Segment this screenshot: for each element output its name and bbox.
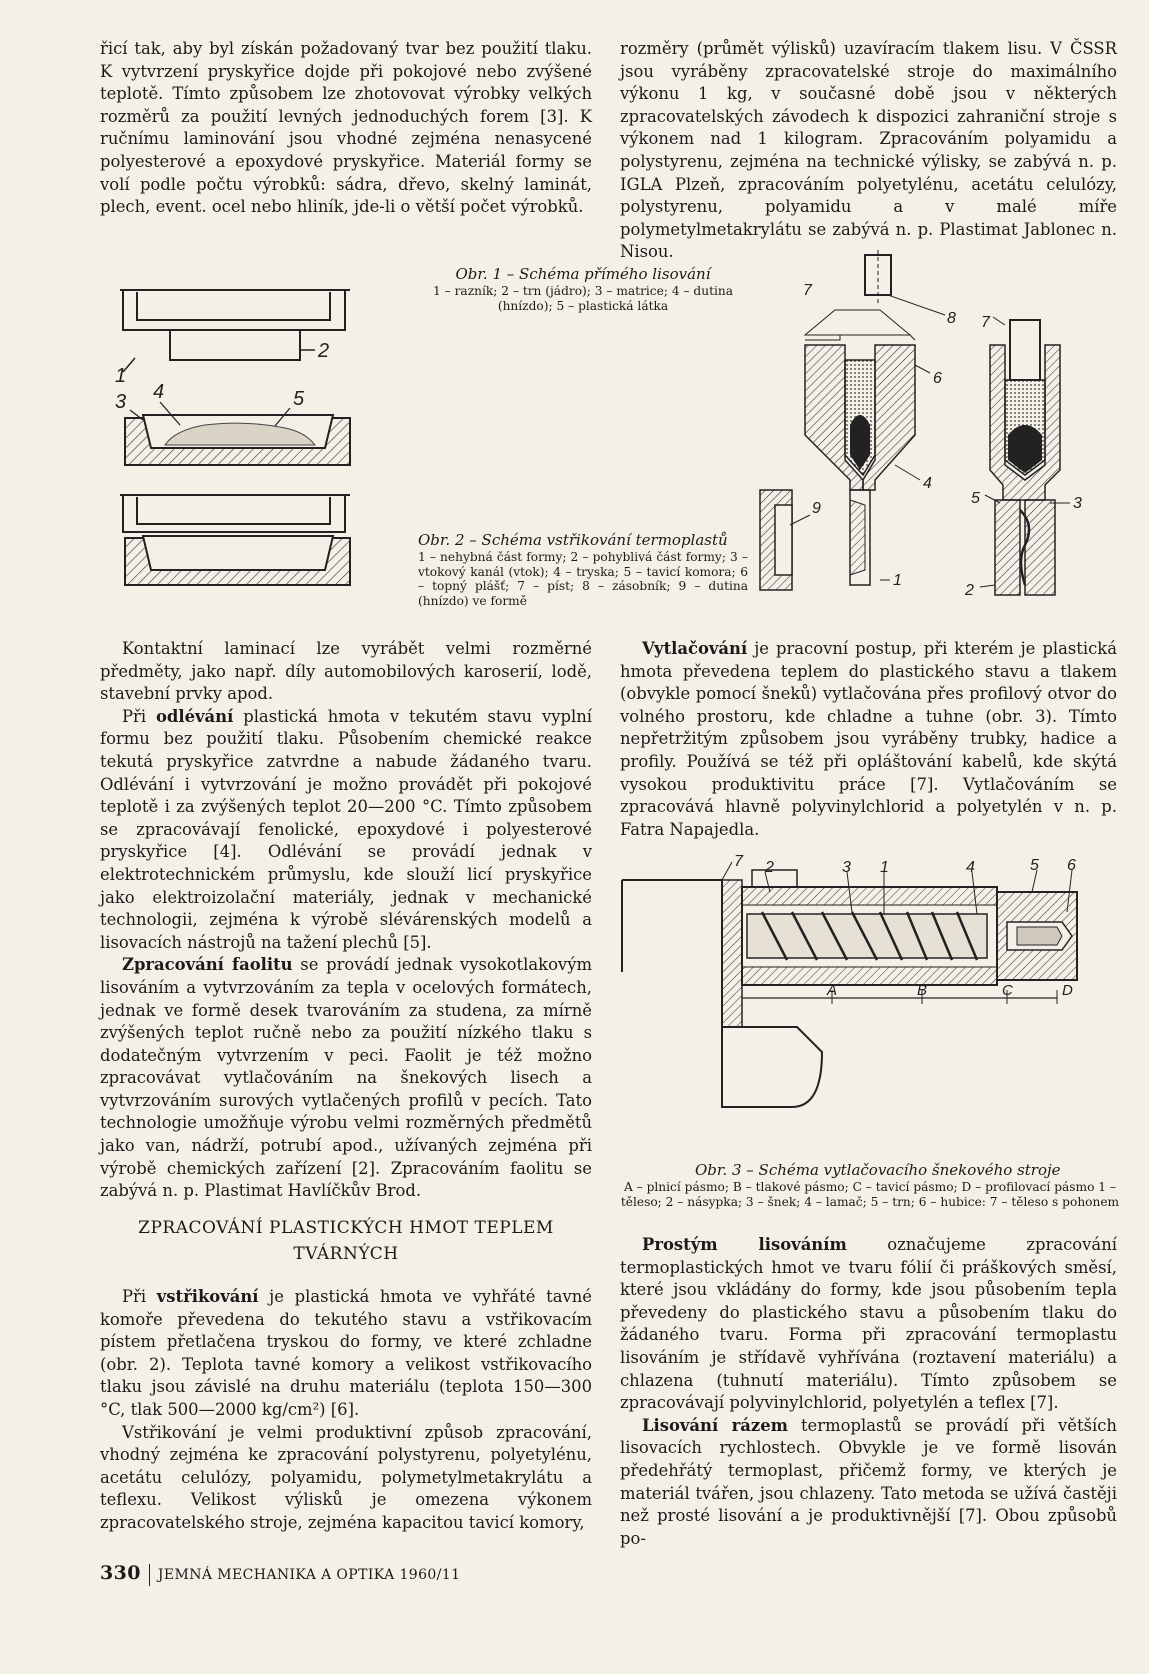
fig3-label-1: 1	[880, 859, 889, 876]
paragraph-injection-capacity: rozměry (průmět výlisků) uzavíracím tlakem lisu. V ČSSR jsou vyráběny zpracovatelské stroje do maximálního výkonu 1 kg, v současné době jsou v některých zpracovatelských závodech k dispozici zahraniční stroje s výkonem nad 1 kilogram. Zpracováním polyamidu a polystyrenu, zejména na technické výlisky, se zabývá n. p. IGLA Plzeň, zpracováním polyetylénu, acetátu celulózy, polystyrenu, polyamidu a v malé míře polymetylmetakrylátu se zabývá n. p. Plastimat Jablonec n. Nisou.	[620, 39, 1117, 262]
fig3-label-7: 7	[734, 853, 743, 870]
fig1-label-3: 3	[115, 391, 127, 413]
figure-2-legend: 1 – nehybná část formy; 2 – pohyblivá část formy; 3 – vtokový kanál (vtok); 4 – tryska; 5 – tavicí komora; 6 – topný plášť; 7 – píst; 8 – zásobník; 9 – dutina (hnízdo) ve formě	[418, 550, 748, 608]
fig3-label-D: D	[1062, 982, 1073, 999]
fig2-label-1: 1	[893, 572, 902, 589]
footer-separator	[149, 1564, 150, 1586]
figure-3-title: Obr. 3 – Schéma vytlačovacího šnekového stroje	[695, 1161, 1061, 1179]
figure-3-legend: A – plnicí pásmo; B – tlakové pásmo; C – tavicí pásmo; D – profilovací pásmo 1 – těleso; 2 – násypka; 3 – šnek; 4 – lamač; 5 – trn; 6 – hubice: 7 – těleso s pohonem	[620, 1180, 1120, 1209]
figure-1-compression-mold	[115, 280, 375, 620]
right-column-compression	[620, 1234, 1117, 1550]
fig1-label-5: 5	[293, 388, 305, 410]
paragraph-casting: Při odlévání plastická hmota v tekutém stavu vyplní formu bez použití tlaku. Působením chemické reakce tekutá pryskyřice zatvrdne a nabude žádaného tvaru. Odlévání i vytvrzování je možno provádět při pokojové teplotě i za zvýšených teplot 20—200 °C. Tímto způsobem se zpracovávají fenolické, epoxydové i polyesterové pryskyřice [4]. Odlévání se provádí jednak v elektrotechnickém průmyslu, kde slouží licí pryskyřice jako elektroizolační materiály, jednak v mechanické technologii, zejména k výrobě slévárenských modelů a lisovacích nástrojů na tažení plechů [5].	[100, 706, 592, 952]
paragraph-simple-compression: Prostým lisováním označujeme zpracování termoplastických hmot ve tvaru fólií či práškových směsí, které jsou vkládány do formy, kde jsou působením tepla převedeny do plastického stavu a působením tlaku do žádaného tvaru. Forma při zpracování termoplastu lisováním je střídavě vyhřívána (roztavení materiálu) a chlazena (tuhnutí materiálu). Tímto způsobem se zpracovávají polyvinylchlorid, polyetylén a teflex [7].	[620, 1235, 1117, 1413]
fig2-label-8: 8	[947, 310, 956, 327]
figure-1-legend: 1 – razník; 2 – trn (jádro); 3 – matrice; 4 – dutina (hnízdo); 5 – plastická látka	[433, 284, 733, 313]
fig3-label-A: A	[827, 982, 838, 999]
fig2-label-2: 2	[965, 582, 974, 599]
journal-name: JEMNÁ MECHANIKA A OPTIKA 1960/11	[157, 1567, 461, 1583]
fig1-label-1: 1	[115, 365, 127, 387]
fig2-label-6: 6	[933, 370, 942, 387]
fig1-label-4: 4	[153, 381, 165, 403]
fig3-label-B: B	[917, 982, 928, 999]
fig3-label-3: 3	[842, 859, 851, 876]
paragraph-extrusion: Vytlačování je pracovní postup, při kterém je plastická hmota převedena teplem do plastického stavu a tlakem (obvykle pomocí šneků) vytlačována přes profilový otvor do volného prostoru, kde chladne a tuhne (obr. 3). Tímto nepřetržitým způsobem jsou vyráběny trubky, hadice a profily. Používá se též při opláštování kabelů, kde skýtá vysokou produktivitu práce [7]. Vytlačováním se zpracovává hlavně polyvinylchlorid a polyetylén v n. p. Fatra Napajedla.	[620, 639, 1117, 839]
paragraph-lamination-end: řicí tak, aby byl získán požadovaný tvar bez použití tlaku. K vytvrzení pryskyřice dojde při pokojové nebo zvýšené teplotě. Tímto způsobem lze zhotovovat výrobky velkých rozměrů za použití levných jednoduchých forem [3]. K ručnímu laminování jsou vhodné zejména nenasycené polyesterové a epoxydové pryskyřice. Materiál formy se volí podle počtu výrobků: sádra, dřevo, skelný laminát, plech, event. ocel nebo hliník, jde-li o větší počet výrobků.	[100, 39, 592, 217]
figure-2-title: Obr. 2 – Schéma vstřikování termoplastů	[418, 531, 728, 549]
fig1-label-2: 2	[318, 340, 330, 362]
page-footer	[100, 1562, 460, 1586]
fig3-label-4: 4	[966, 859, 975, 876]
figure-2-caption	[418, 530, 748, 608]
paragraph-faolit: Zpracování faolitu se provádí jednak vysokotlakovým lisováním a vytvrzováním za tepla v ocelových formátech, jednak ve formě desek tvarováním za studena, za mírně zvýšených teplot ručně nebo za použití nízkého tlaku s dodatečným vytvrzením v peci. Faolit je též možno zpracovávat vytlačováním na šnekových lisech a vytvrzováním surových vytlačených profilů v pecích. Tato technologie umožňuje výrobu velmi rozměrných předmětů jako van, nádrží, potrubí apod., užívaných zejména při výrobě chemických zařízení [2]. Zpracováním faolitu se zabývá n. p. Plastimat Havlíčkův Brod.	[100, 955, 592, 1201]
keyword-simple-compression: Prostým lisováním	[642, 1235, 847, 1254]
figure-1-title: Obr. 1 – Schéma přímého lisování	[455, 265, 711, 283]
keyword-faolit: Zpracování faolitu	[122, 955, 293, 975]
keyword-injection: vstřikování	[156, 1287, 259, 1306]
fig3-label-5: 5	[1030, 857, 1039, 874]
right-column-top	[620, 38, 1117, 264]
left-column-bottom	[100, 638, 592, 1203]
left-column-top	[100, 38, 592, 219]
keyword-casting: odlévání	[155, 706, 234, 726]
left-column-section	[100, 1286, 592, 1535]
keyword-impact-molding: Lisování rázem	[642, 1415, 788, 1435]
figure-2-injection-mold	[805, 255, 1135, 615]
fig2-label-9: 9	[812, 500, 821, 517]
fig2-label-4: 4	[923, 475, 932, 492]
fig2-label-7b: 7	[981, 314, 990, 331]
paragraph-injection: Při vstřikování je plastická hmota ve vyhřáté tavné komoře převedena do tekutého stavu a vstřikovacím pístem přetlačena tryskou do formy, ve které zchladne (obr. 2). Teplota tavné komory a velikost vstřikovacího tlaku jsou závislé na druhu materiálu (teplota 150—300 °C, tlak 500—2000 kg/cm²) [6].	[100, 1287, 592, 1419]
figure-3-caption	[620, 1160, 1120, 1209]
fig2-label-5: 5	[971, 490, 980, 507]
paragraph-contact-lamination: Kontaktní laminací lze vyrábět velmi rozměrné předměty, jako např. díly automobilových karoserií, lodě, stavební prvky apod.	[100, 639, 592, 704]
right-column-extrusion	[620, 638, 1117, 841]
figure-1-caption	[418, 264, 748, 313]
fig2-label-7a: 7	[803, 282, 812, 299]
fig3-label-C: C	[1002, 982, 1013, 999]
paragraph-impact-molding: Lisování rázem termoplastů se provádí při větších lisovacích rychlostech. Obvykle je ve formě lisován předehřátý termoplast, přičemž formy, ve kterých je materiál tvářen, jsou chlazeny. Tato metoda se užívá častěji než prosté lisování a je produktivnější [7]. Obou způsobů po-	[620, 1415, 1117, 1548]
paragraph-injection-productivity: Vstřikování je velmi produktivní způsob zpracování, vhodný zejména ke zpracování polystyrenu, polyetylénu, acetátu celulózy, polyamidu, polymetylmetakrylátu a teflexu. Velikost výlisků je omezena výkonem zpracovatelského stroje, zejména kapacitou tavicí komory,	[100, 1422, 592, 1532]
section-heading: ZPRACOVÁNÍ PLASTICKÝCH HMOT TEPLEM TVÁRNÝCH	[138, 1218, 554, 1264]
page-number: 330	[100, 1562, 141, 1584]
fig3-label-2: 2	[765, 859, 774, 876]
keyword-extrusion: Vytlačování	[642, 639, 748, 658]
figure-3-screw-extruder	[622, 852, 1122, 1152]
fig2-label-3: 3	[1073, 495, 1082, 512]
fig3-label-6: 6	[1067, 857, 1076, 874]
